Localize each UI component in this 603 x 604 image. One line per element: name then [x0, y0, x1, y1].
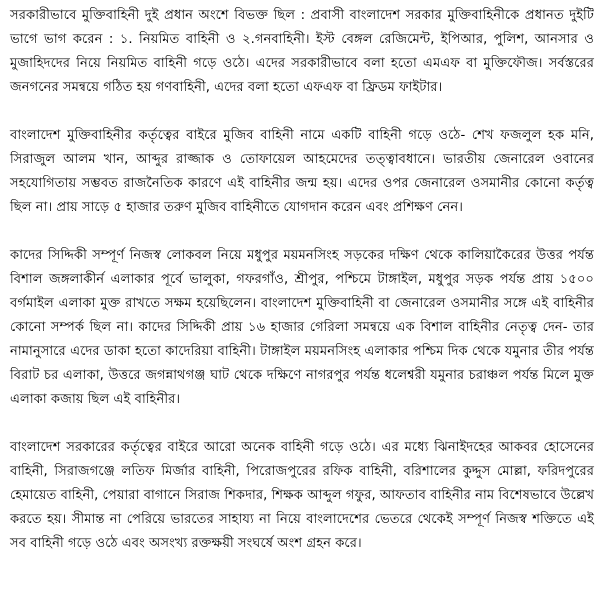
paragraph-other-forces: বাংলাদেশ সরকারের কর্তৃত্বের বাইরে আরো অনেক বাহিনী গড়ে ওঠে। এর মধ্যে ঝিনাইদহের আকবর হোসেনের বাহিনী, সিরাজগঞ্জে লতিফ মির্জার বাহিনী, পিরোজপুরের রফিক বাহিনী, বরিশালের কুদ্দুস মোল্লা, ফরিদপুরের হেমায়েত বাহিনী, পেয়ারা বাগানে সিরাজ শিকদার, শিক্ষক আব্দুল গফুর, আফতাব বাহিনীর নাম বিশেষভাবে উল্লেখ করতে হয়। সীমান্ত না পেরিয়ে ভারতের সাহায্য না নিয়ে বাংলাদেশের ভেতরে থেকেই সম্পূর্ণ নিজস্ব শক্তিতে এই সব বাহিনী গড়ে ওঠে এবং অসংখ্য রক্তক্ষয়ী সংঘর্ষে অংশ গ্রহন করে।: [10, 440, 594, 551]
paragraph-kaderia-bahini: কাদের সিদ্দিকী সম্পূর্ণ নিজস্ব লোকবল নিয়ে মধুপুর ময়মনসিংহ সড়কের দক্ষিণ থেকে কালিয়াকৈরের উত্তর পর্যন্ত বিশাল জঙ্গলাকীর্ন এলাকার পূর্বে ভালুকা, গফরগাঁও, শ্রীপুর, পশ্চিমে টাঙ্গাইল, মধুপুর সড়ক পর্যন্ত প্রায় ১৫০০ বর্গমাইল এলাকা মুক্ত রাখতে সক্ষম হয়েছিলেন। বাংলাদেশ মুক্তিবাহিনী বা জেনারেল ওসমানীর সঙ্গে এই বাহিনীর কোনো সম্পর্ক ছিল না। কাদের সিদ্দিকী প্রায় ১৬ হাজার গেরিলা সমন্বয়ে এক বিশাল বাহিনীর নেতৃত্ব দেন- তার নামানুসারে এদের ডাকা হতো কাদেরিয়া বাহিনী। টাঙ্গাইল ময়মনসিংহ এলাকার পশ্চিম দিক থেকে যমুনার তীর পর্যন্ত বিরাট চর এলাকা, উত্তরে জগন্নাথগঞ্জ ঘাট থেকে দক্ষিণে নাগরপুর পর্যন্ত ধলেশ্বরী যমুনার চরাঞ্চল পর্যন্ত মিলে মুক্ত এলাকা কজায় ছিল এই বাহিনীর।: [10, 248, 594, 407]
paragraph-official-forces: সরকারীভাবে মুক্তিবাহিনী দুই প্রধান অংশে বিভক্ত ছিল : প্রবাসী বাংলাদেশ সরকার মুক্তিবাহিনীকে প্রধানত দুইটি ভাগে ভাগ করেন : ১. নিয়মিত বাহিনী ও ২.গনবাহিনী। ইস্ট বেঙ্গল রেজিমেন্ট, ইপিআর, পুলিশ, আনসার ও মুজাহিদদের নিয়ে নিয়মিত বাহিনী গড়ে ওঠে। এদের সরকারীভাবে বলা হতো এমএফ বা মুক্তিফৌজ। সর্বস্তরের জনগনের সমন্বয়ে গঠিত হয় গণবাহিনী, এদের বলা হতো এফএফ বা ফ্রিডম ফাইটার।: [10, 8, 594, 95]
paragraph-mujib-bahini: বাংলাদেশ মুক্তিবাহিনীর কর্তৃত্বের বাইরে মুজিব বাহিনী নামে একটি বাহিনী গড়ে ওঠে- শেখ ফজলুল হক মনি, সিরাজুল আলম খান, আব্দুর রাজ্জাক ও তোফায়েল আহমেদের তত্ত্বাবধানে। ভারতীয় জেনারেল ওবানের সহযোগিতায় সম্ভবত রাজনৈতিক কারণে এই বাহিনীর জন্ম হয়। এদের ওপর জেনারেল ওসমানীর কোনো কর্তৃত্ব ছিল না। প্রায় সাড়ে ৫ হাজার তরুণ মুজিব বাহিনীতে যোগদান করেন এবং প্রশিক্ষণ নেন।: [10, 128, 594, 215]
